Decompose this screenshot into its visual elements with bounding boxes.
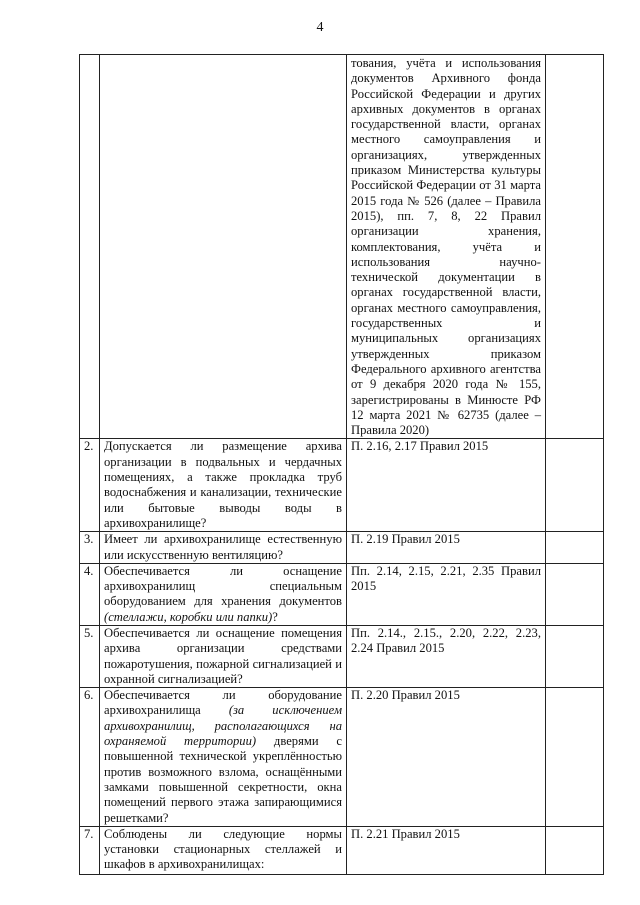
legal-basis-cell: П. 2.19 Правил 2015 xyxy=(347,532,546,564)
table-row xyxy=(80,688,604,827)
question-text: Обеспечивается ли оборудование архивохранилища xyxy=(104,688,342,718)
question-cell xyxy=(100,55,347,439)
question-cell xyxy=(100,688,347,827)
legal-basis-cell: П. 2.20 Правил 2015 xyxy=(347,688,546,827)
question-text: Соблюдены ли следующие нормы установки стационарных стеллажей и шкафов в архивохранилищах: xyxy=(104,826,342,872)
answer-cell xyxy=(546,826,604,874)
table-row xyxy=(80,563,604,625)
row-number: 3. xyxy=(80,532,100,564)
legal-basis-cell: Пп. 2.14., 2.15., 2.20, 2.22, 2.23, 2.24 Правил 2015 xyxy=(347,625,546,687)
question-text: Обеспечивается ли оснащение помещения архива организации средствами пожаротушения, пожарной сигнализацией и охранной сигнализацией? xyxy=(104,625,342,686)
question-text: Допускается ли размещение архива организации в подвальных и чердачных помещениях, а также прокладка труб водоснабжения и канализации, технические или бытовые выводы воды в архивохранилище? xyxy=(104,439,342,530)
legal-basis-cell: тования, учёта и использования документов Архивного фонда Российской Федерации и других архивных документов в органах государственной власти, органах местного самоуправления и организациях, утвержденных приказом Министерства культуры Российской Федерации от 31 марта 2015 года № 526 (далее – Правила 2015), пп. 7, 8, 22 Правил организации хранения, комплектования, учёта и использования научно-технической документации в органах государственной власти, органах местного самоуправления, государственных и муниципальных организациях утвержденных приказом Федерального архивного агентства от 9 декабря 2020 года № 155, зарегистрированы в Минюсте РФ 12 марта 2021 № 62735 (далее – Правила 2020) xyxy=(347,55,546,439)
question-cell xyxy=(100,826,347,874)
table-row-continuation xyxy=(80,55,604,439)
question-cell xyxy=(100,439,347,532)
question-italic-text: (за исключением архивохранилищ, располагающихся на охраняемой территории) xyxy=(104,703,342,749)
question-italic-text: (стеллажи, коробки или папки) xyxy=(104,609,273,624)
legal-basis-cell: П. 2.16, 2.17 Правил 2015 xyxy=(347,439,546,532)
question-tail-text: ? xyxy=(272,609,278,624)
answer-cell xyxy=(546,625,604,687)
question-tail-text: дверями с повышенной технической укреплённостью против возможного взлома, оснащёнными замками повышенной секретности, окна помещений первого этажа запирающимися решетками? xyxy=(104,734,342,825)
row-number: 6. xyxy=(80,688,100,827)
question-text: Имеет ли архивохранилище естественную или искусственную вентиляцию? xyxy=(104,532,342,562)
table-row xyxy=(80,532,604,564)
answer-cell xyxy=(546,532,604,564)
page-number: 4 xyxy=(316,20,324,35)
answer-cell xyxy=(546,55,604,439)
row-number: 7. xyxy=(80,826,100,874)
table-row xyxy=(80,625,604,687)
table-row xyxy=(80,826,604,874)
table-row xyxy=(80,439,604,532)
question-text: Обеспечивается ли оснащение архивохранилищ специальным оборудованием для хранения документов xyxy=(104,563,342,609)
checklist-table xyxy=(79,54,604,875)
answer-cell xyxy=(546,688,604,827)
answer-cell xyxy=(546,439,604,532)
answer-cell xyxy=(546,563,604,625)
legal-basis-cell: П. 2.21 Правил 2015 xyxy=(347,826,546,874)
question-cell xyxy=(100,532,347,564)
question-cell xyxy=(100,563,347,625)
row-number-cell xyxy=(80,55,100,439)
question-cell xyxy=(100,625,347,687)
legal-basis-cell: Пп. 2.14, 2.15, 2.21, 2.35 Правил 2015 xyxy=(347,563,546,625)
row-number: 5. xyxy=(80,625,100,687)
row-number: 4. xyxy=(80,563,100,625)
row-number: 2. xyxy=(80,439,100,532)
